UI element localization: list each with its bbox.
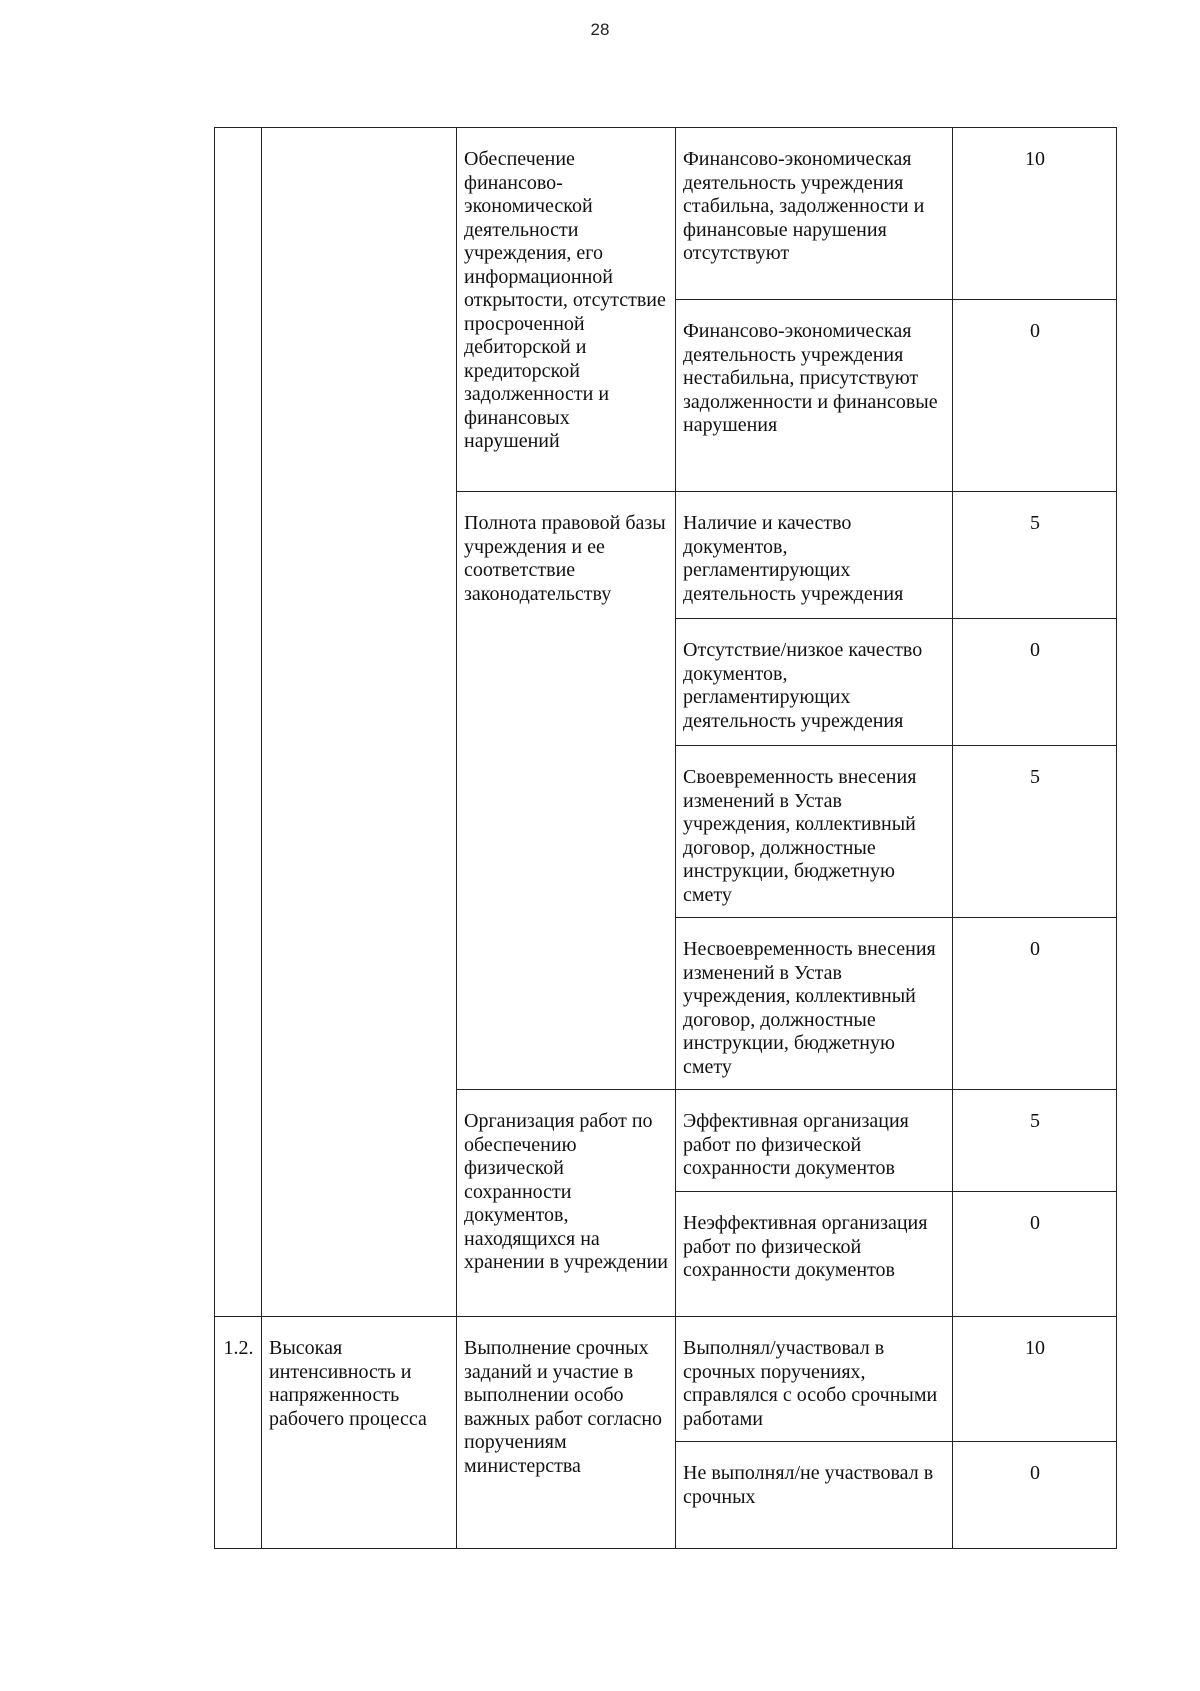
score-cell: 5 — [953, 1090, 1117, 1192]
condition-cell: Неэффективная организация работ по физической сохранности документов — [676, 1192, 953, 1317]
table-row — [215, 1317, 1117, 1442]
score-cell: 0 — [953, 918, 1117, 1090]
criteria-table — [214, 127, 1117, 1549]
condition-cell: Не выполнял/не участвовал в срочных — [676, 1442, 953, 1549]
condition-cell: Финансово-экономическая деятельность учреждения стабильна, задолженности и финансовые нарушения отсутствуют — [676, 128, 953, 300]
condition-cell: Отсутствие/низкое качество документов, регламентирующих деятельность учреждения — [676, 619, 953, 746]
score-cell: 10 — [953, 1317, 1117, 1442]
condition-cell: Финансово-экономическая деятельность учреждения нестабильна, присутствуют задолженности и финансовые нарушения — [676, 300, 953, 492]
score-cell: 5 — [953, 746, 1117, 918]
indicator-cell: Высокая интенсивность и напряженность рабочего процесса — [262, 1317, 457, 1549]
number-cell: 1.2. — [215, 1317, 262, 1549]
criterion-cell: Обеспечение финансово-экономической деятельности учреждения, его информационной открытости, отсутствие просроченной дебиторской и кредиторской задолженности и финансовых нарушений — [457, 128, 676, 492]
score-cell: 0 — [953, 300, 1117, 492]
condition-cell: Своевременность внесения изменений в Устав учреждения, коллективный договор, должностные инструкции, бюджетную смету — [676, 746, 953, 918]
number-cell — [215, 128, 262, 1317]
score-cell: 5 — [953, 492, 1117, 619]
table-row — [215, 128, 1117, 300]
score-cell: 10 — [953, 128, 1117, 300]
criterion-cell: Организация работ по обеспечению физической сохранности документов, находящихся на хранении в учреждении — [457, 1090, 676, 1317]
score-cell: 0 — [953, 1442, 1117, 1549]
condition-cell: Эффективная организация работ по физической сохранности документов — [676, 1090, 953, 1192]
criterion-cell: Выполнение срочных заданий и участие в выполнении особо важных работ согласно поручениям министерства — [457, 1317, 676, 1549]
criterion-cell: Полнота правовой базы учреждения и ее соответствие законодательству — [457, 492, 676, 1090]
condition-cell: Несвоевременность внесения изменений в Устав учреждения, коллективный договор, должностные инструкции, бюджетную смету — [676, 918, 953, 1090]
score-cell: 0 — [953, 1192, 1117, 1317]
score-cell: 0 — [953, 619, 1117, 746]
indicator-cell — [262, 128, 457, 1317]
condition-cell: Наличие и качество документов, регламентирующих деятельность учреждения — [676, 492, 953, 619]
page-number: 28 — [590, 20, 610, 39]
condition-cell: Выполнял/участвовал в срочных поручениях, справлялся с особо срочными работами — [676, 1317, 953, 1442]
